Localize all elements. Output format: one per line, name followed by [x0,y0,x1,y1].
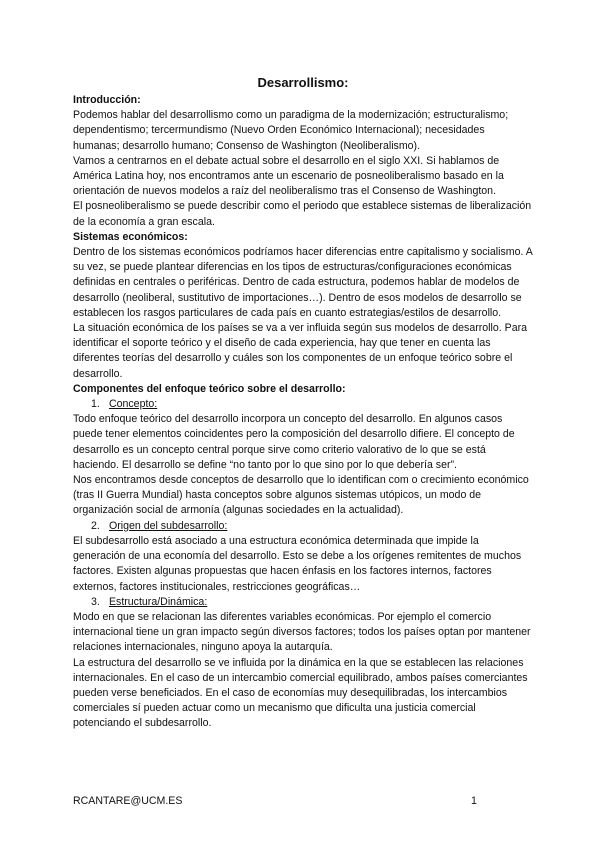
document-title: Desarrollismo: [257,75,349,90]
section-sistemas-economicos [73,230,533,382]
paragraph: Todo enfoque teórico del desarrollo incorpora un concepto del desarrollo. En algunos casos puede tener elementos coincidentes pero la composición del desarrollo difiere. El concepto de desarrollo es un concepto central porque sirve como criterio valorativo de lo que se está haciendo. El desarrollo se define “no tanto por lo que sino por lo que debería ser”. [73,413,515,471]
paragraph: El posneoliberalismo se puede describir como el periodo que establece sistemas de liberalización de la economía a gran escala. [73,200,532,228]
list-item-concepto [73,397,533,412]
document-body [73,74,533,732]
paragraph: Nos encontramos desde conceptos de desarrollo que lo identifican com o crecimiento económico (tras II Guerra Mundial) hasta conceptos sobre algunos sistemas utópicos, un modo de organización social de armonía (algunas sociedades en la actualidad). [73,474,529,517]
footer-email: RCANTARE@UCM.ES [73,795,183,807]
footer-page-number: 1 [471,795,477,807]
list-number: 1. [91,398,100,411]
section-heading: Componentes del enfoque teórico sobre el desarrollo: [73,382,346,395]
list-label: Origen del subdesarrollo: [108,519,228,532]
paragraph: El subdesarrollo está asociado a una estructura económica determinada que impide la generación de una economía del desarrollo. Esto se debe a los orígenes remitentes de muchos factores. Existen algunas propuestas que hacen énfasis en los factores internos, factores externos, factores institucionales, restricciones geográficas… [73,534,522,593]
section-componentes [73,382,533,732]
list-number: 3. [91,595,100,608]
list-item-estructura-dinamica [73,595,533,610]
list-label: Concepto: [108,398,158,411]
section-heading: Introducción: [73,94,141,106]
section-heading: Sistemas económicos: [73,230,188,243]
section-introduccion [73,93,533,230]
list-item-origen-subdesarrollo [73,519,533,534]
list-label: Estructura/Dinámica: [108,595,208,608]
paragraph: La situación económica de los países se va a ver influida según sus modelos de desarrollo. Para identificar el soporte teórico y el diseño de cada experiencia, hay que tener en cuenta las diferentes teorías del desarrollo y cuáles son los componentes de un enfoque teórico sobre el desarrollo. [73,322,528,380]
paragraph: La estructura del desarrollo se ve influida por la dinámica en la que se establecen las relaciones internacionales. En el caso de un intercambio comercial equilibrado, ambos países comerciantes pueden verse beneficiados. En el caso de economías muy desequilibradas, los intercambios comerciales sí pueden actuar como un mecanismo que dificulta una justicia comercial potenciando el subdesarrollo. [73,656,528,730]
paragraph: Podemos hablar del desarrollismo como un paradigma de la modernización; estructuralismo; dependentismo; tercermundismo (Nuevo Orden Económico Internacional); necesidades humanas; desarrollo humano; Consenso de Washington (Neoliberalismo). [73,109,509,152]
list-number: 2. [91,519,100,532]
paragraph: Modo en que se relacionan las diferentes variables económicas. Por ejemplo el comercio internacional tiene un gran impacto según diversos factores; todos los países optan por mantener relaciones internacionales, ninguno apoya la autarquía. [73,610,531,654]
paragraph: Dentro de los sistemas económicos podríamos hacer diferencias entre capitalismo y socialismo. A su vez, se puede plantear diferencias en los tipos de estructuras/configuraciones económicas definidas en centrales o periféricas. Dentro de cada estructura, podemos hablar de modelos de desarrollo (neoliberal, sustitutivo de importaciones…). Dentro de esos modelos de desarrollo se establecen los rasgos particulares de cada país en cuanto estrategias/estilos de desarrollo. [73,246,533,319]
paragraph: Vamos a centrarnos en el debate actual sobre el desarrollo en el siglo XXI. Si hablamos de América Latina hoy, nos encontramos ante un escenario de posneoliberalismo basado en la orientación de nuevos modelos a raíz del neoliberalismo tras el Consenso de Washington. [73,154,504,198]
